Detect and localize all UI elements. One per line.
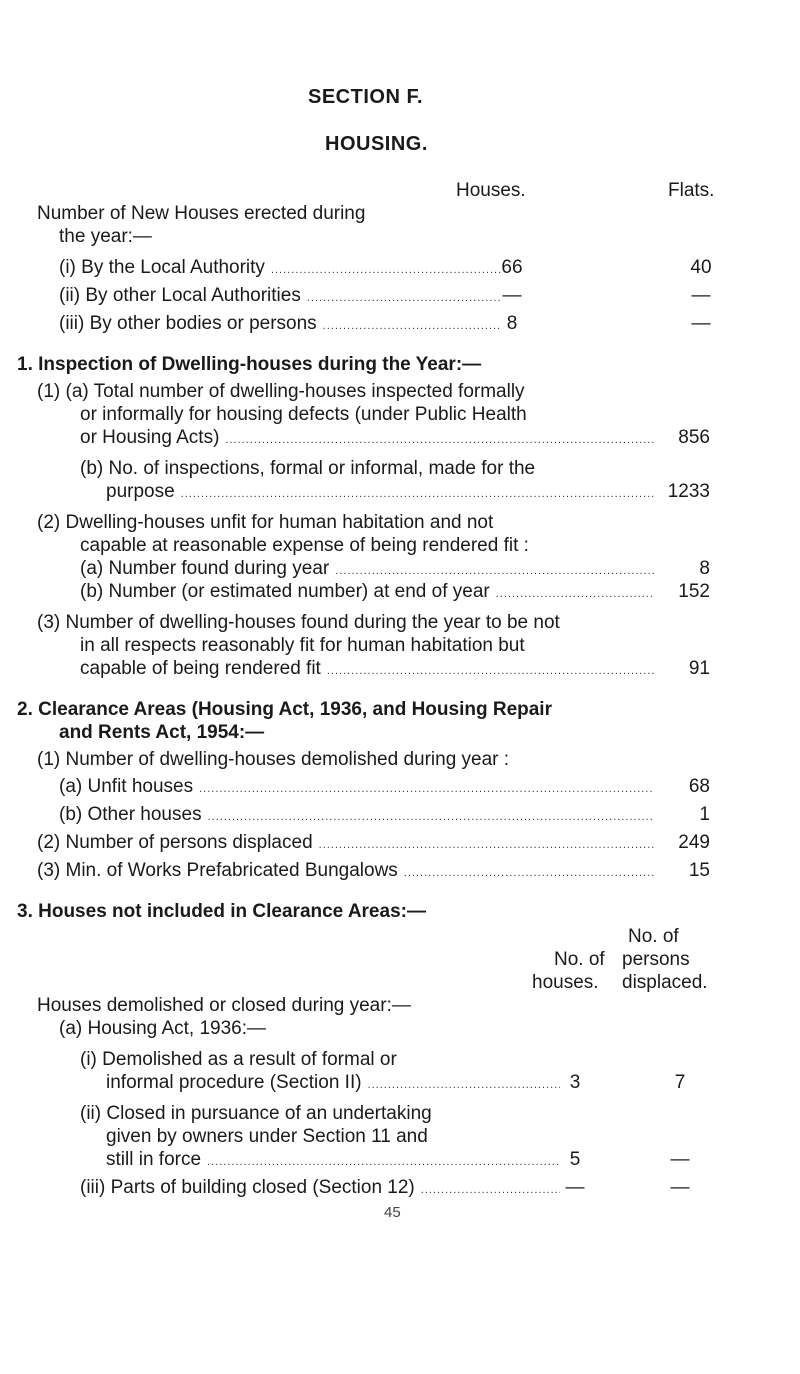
col-persons-header-3: displaced. <box>622 972 708 993</box>
flats-value: — <box>691 285 711 306</box>
list-item <box>59 313 507 337</box>
row-label: (2) Number of persons displaced <box>37 832 313 853</box>
item-iii-houses: — <box>565 1177 585 1198</box>
row-label: (iii) By other bodies or persons <box>59 313 317 334</box>
row-label: (a) Number found during year <box>80 558 330 579</box>
list-item <box>106 481 660 505</box>
houses-value: 66 <box>501 257 523 278</box>
section-title: SECTION F. <box>308 86 424 108</box>
col-houses-header-1: No. of <box>554 949 605 970</box>
col-persons-header-1: No. of <box>628 926 679 947</box>
col-houses-header-2: houses. <box>532 972 599 993</box>
item-ii-line1: (ii) Closed in pursuance of an undertaking <box>80 1103 432 1124</box>
row-label: (iii) Parts of building closed (Section 12) <box>80 1177 415 1198</box>
list-item <box>80 581 660 605</box>
item-ii-line2: given by owners under Section 11 and <box>106 1126 428 1147</box>
unfit-b-value: 152 <box>678 581 710 602</box>
flats-value: 40 <box>690 257 712 278</box>
list-item <box>80 427 660 451</box>
item-i-houses: 3 <box>569 1072 581 1093</box>
item-ii-houses: 5 <box>569 1149 581 1170</box>
col-persons-header-2: persons <box>622 949 690 970</box>
row-label: (a) Unfit houses <box>59 776 194 797</box>
inspection-a-line2: or informally for housing defects (under Public Health <box>80 404 527 425</box>
row-label: (b) Number (or estimated number) at end of year <box>80 581 490 602</box>
col-houses-header: Houses. <box>456 180 526 201</box>
page-number: 45 <box>384 1204 401 1221</box>
clearance-unfit-value: 68 <box>688 776 710 797</box>
row-label: informal procedure (Section II) <box>106 1072 362 1093</box>
new-houses-intro: Number of New Houses erected during <box>37 203 366 224</box>
inspection-a-value: 856 <box>678 427 710 448</box>
col-flats-header: Flats. <box>668 180 715 201</box>
row-label: or Housing Acts) <box>80 427 220 448</box>
inspection-b-line1: (b) No. of inspections, formal or informal, made for the <box>80 458 536 479</box>
fit-line1: (3) Number of dwelling-houses found during the year to be not <box>37 612 560 633</box>
list-item <box>59 804 660 828</box>
housing-act-label: (a) Housing Act, 1936:— <box>59 1018 266 1039</box>
clearance-other-value: 1 <box>699 804 710 825</box>
list-item <box>106 1072 566 1096</box>
unfit-line2: capable at reasonable expense of being rendered fit : <box>80 535 529 556</box>
houses-value: 8 <box>506 313 518 334</box>
clearance-heading-1: 2. Clearance Areas (Housing Act, 1936, and Housing Repair <box>17 699 552 720</box>
list-item <box>80 558 660 582</box>
inspection-b-value: 1233 <box>667 481 710 502</box>
flats-value: — <box>691 313 711 334</box>
demolished-intro: (1) Number of dwelling-houses demolished during year : <box>37 749 510 770</box>
item-i-line1: (i) Demolished as a result of formal or <box>80 1049 397 1070</box>
not-clearance-heading: 3. Houses not included in Clearance Areas:— <box>17 901 426 922</box>
row-label: purpose <box>106 481 175 502</box>
houses-value: — <box>502 285 522 306</box>
row-label: (i) By the Local Authority <box>59 257 265 278</box>
clearance-bungalows-value: 15 <box>688 860 710 881</box>
page-heading: HOUSING. <box>325 133 428 155</box>
new-houses-intro-2: the year:— <box>59 226 152 247</box>
inspection-a-line1: (1) (a) Total number of dwelling-houses inspected formally <box>37 381 525 402</box>
list-item <box>37 860 660 884</box>
unfit-line1: (2) Dwelling-houses unfit for human habitation and not <box>37 512 494 533</box>
list-item <box>59 285 507 309</box>
unfit-a-value: 8 <box>699 558 710 579</box>
list-item <box>59 776 660 800</box>
row-label: (3) Min. of Works Prefabricated Bungalows <box>37 860 398 881</box>
row-label: (ii) By other Local Authorities <box>59 285 301 306</box>
not-clearance-intro: Houses demolished or closed during year:— <box>37 995 411 1016</box>
list-item <box>59 257 507 281</box>
fit-value: 91 <box>688 658 710 679</box>
row-label: (b) Other houses <box>59 804 202 825</box>
list-item <box>80 1177 566 1201</box>
list-item <box>106 1149 566 1173</box>
inspection-heading: 1. Inspection of Dwelling-houses during the Year:— <box>17 354 482 375</box>
clearance-displaced-value: 249 <box>678 832 710 853</box>
item-ii-persons: — <box>670 1149 690 1170</box>
clearance-heading-2: and Rents Act, 1954:— <box>59 722 265 743</box>
row-label: still in force <box>106 1149 202 1170</box>
list-item <box>80 658 660 682</box>
fit-line2: in all respects reasonably fit for human habitation but <box>80 635 525 656</box>
list-item <box>37 832 660 856</box>
item-i-persons: 7 <box>674 1072 686 1093</box>
row-label: capable of being rendered fit <box>80 658 321 679</box>
item-iii-persons: — <box>670 1177 690 1198</box>
